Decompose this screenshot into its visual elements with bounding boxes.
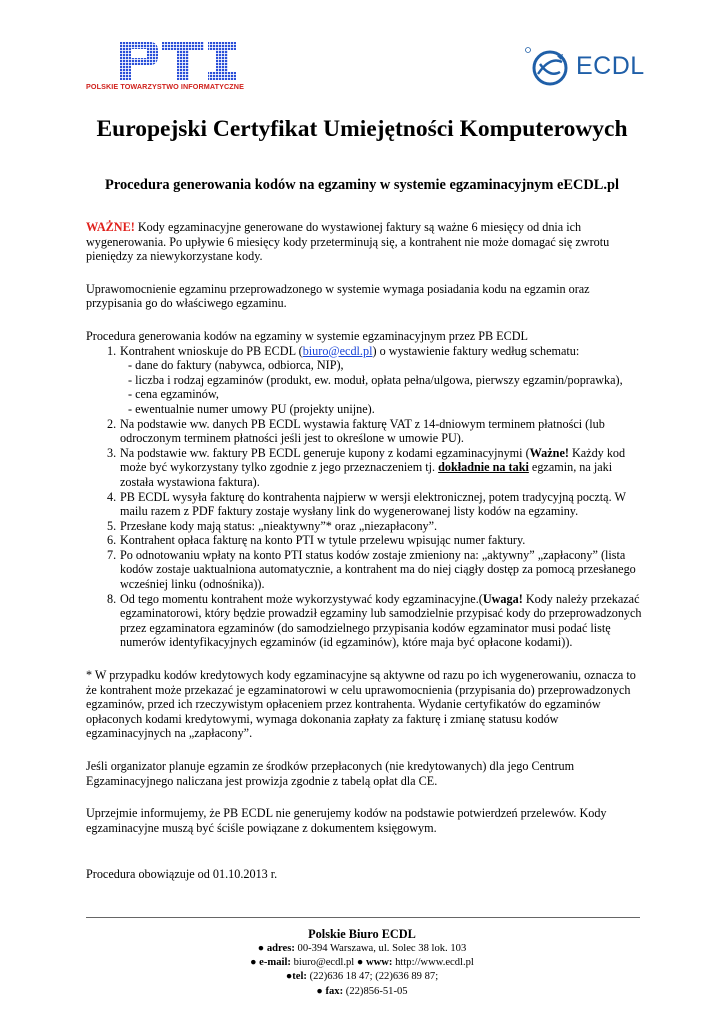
effective-date: Procedura obowiązuje od 01.10.2013 r. xyxy=(86,867,278,882)
footer-address xyxy=(0,942,724,956)
step-3-text-before: Na podstawie ww. faktury PB ECDL generuje kupony z kodami egzaminacyjnymi ( xyxy=(120,445,530,460)
fax-label: fax: xyxy=(325,985,344,997)
step-1-item: - dane do faktury (nabywca, odbiorca, NIP), xyxy=(128,358,344,373)
important-text: Kody egzaminacyjne generowane do wystawionej faktury są ważne 6 miesięcy od dnia ich wygenerowania. Po upływie 6 miesięcy kody przeterminują się, a kontrahent nie może domagać się zwrotu pieniędzy za niewykorzystane kody. xyxy=(86,220,610,264)
procedure-step-3: 3. Na podstawie ww. faktury PB ECDL generuje kupony z kodami egzaminacyjnymi (Ważne! Każdy kod może być wykorzystany tylko zgodnie z jego przeznaczeniem tj. dokładnie na taki egzamin, na jaki została wystawiona faktura). xyxy=(107,445,626,489)
tel-label: tel: xyxy=(292,971,307,983)
email-label: e-mail: xyxy=(259,957,291,969)
bullet-icon: ● xyxy=(250,957,257,969)
footer-divider xyxy=(86,917,640,918)
step-8-text-after: Kody należy przekazać egzaminatorowi, który będzie prowadził egzaminy lub samodzielnie przypisać kody do przeprowadzonych przez egzaminatora egzaminów (do samodzielnego przypisania kodów egzaminator musi podać listę numerów identyfikacyjnych egzaminów (id egzaminów), które maja być opłacone kodami)). xyxy=(120,591,642,650)
ecdl-logo xyxy=(524,44,644,88)
footer-phone xyxy=(0,970,724,984)
pti-organization-name: POLSKIE TOWARZYSTWO INFORMATYCZNE xyxy=(86,82,244,91)
procedure-step-7: 7. Po odnotowaniu wpłaty na konto PTI status kodów zostaje zmieniony na: „aktywny” „zapłacony” (lista kodów zostaje uaktualniona automatycznie, a kontrahent ma do niej ciągły dostęp za pomocą przesłanego wcześniej linku (odnośnika)). xyxy=(107,547,636,592)
bullet-icon: ● xyxy=(285,971,293,983)
step-3-emphasis: dokładnie na taki xyxy=(438,460,529,475)
procedure-step-5: 5. Przesłane kody mają status: „nieaktywny”* oraz „niezapłacony”. xyxy=(107,518,438,533)
procedure-step-4: 4. PB ECDL wysyła fakturę do kontrahenta najpierw w wersji elektronicznej, potem tradycyjną pocztą. W mailu razem z PDF faktury zostaje wysłany link do wygenerowanej listy kodów na egzaminy. xyxy=(107,489,626,519)
overpaid-funds-note: Jeśli organizator planuje egzamin ze środków przepłaconych (nie kredytowanych) dla jego Centrum Egzaminacyjnego naliczana jest prowizja zgodnie z tabelą opłat dla CE. xyxy=(86,759,575,788)
step-3-important: Ważne! xyxy=(529,445,569,460)
ecdl-logo-text: ECDL xyxy=(576,52,645,80)
ecdl-globe-icon xyxy=(524,44,574,88)
procedure-step-1: 1. Kontrahent wnioskuje do PB ECDL (biuro@ecdl.pl) o wystawienie faktury według schematu: - dane do faktury (nabywca, odbiorca, NIP), - liczba i rodzaj egzaminów (produkt, ew. moduł, opłata pełna/ulgowa, pierwszy egzamin/poprawka), - cena egzaminów, - ewentualnie numer umowy PU (projekty unijne). xyxy=(86,344,646,417)
step-3-text-after: egzamin, na jaki została wystawiona faktura). xyxy=(120,460,613,489)
document-body xyxy=(86,220,646,900)
email-value: biuro@ecdl.pl xyxy=(290,957,355,969)
procedure-steps xyxy=(86,344,646,650)
credit-codes-note: * W przypadku kodów kredytowych kody egzaminacyjne są aktywne od razu po ich wygenerowaniu, oznacza to że kontrahent może przekazać je egzaminatorowi w celu uprawomocnienia (przypisania do) przeprowadzonych egzaminów, przed ich rzeczywistym opłaceniem przez kontrahenta. Wydanie certyfikatów do egzaminów opłaconych kodami kredytowymi, wymaga dokonania zapłaty za fakturę i zmianę statusu kodów egzaminacyjnych na „zapłacony”. xyxy=(86,668,636,741)
step-1-item: - ewentualnie numer umowy PU (projekty unijne). xyxy=(128,401,375,416)
procedure-step-8: 8. Od tego momentu kontrahent może wykorzystywać kody egzaminacyjne.(Uwaga! Kody należy przekazać egzaminatorowi, który będzie prowadził egzaminy lub samodzielnie przypisać kody do przeprowadzonych przez egzaminatora egzaminów (do samodzielnego przypisania kodów egzaminator musi podać listę numerów identyfikacyjnych egzaminów (id egzaminów), które maja być opłacone kodami)). xyxy=(107,591,642,650)
step-8-text-before: Od tego momentu kontrahent może wykorzystywać kody egzaminacyjne.( xyxy=(120,591,483,606)
step-1-item: - liczba i rodzaj egzaminów (produkt, ew. moduł, opłata pełna/ulgowa, pierwszy egzamin/poprawka), xyxy=(128,372,623,387)
authorization-paragraph: Uprawomocnienie egzaminu przeprowadzonego w systemie wymaga posiadania kodu na egzamin oraz przypisania go do właściwego egzaminu. xyxy=(86,281,590,311)
important-label: WAŻNE! xyxy=(86,220,135,234)
procedure-intro: Procedura generowania kodów na egzaminy w systemie egzaminacyjnym przez PB ECDL xyxy=(86,328,528,343)
address-value: 00-394 Warszawa, ul. Solec 38 lok. 103 xyxy=(294,943,467,954)
document-subtitle: Procedura generowania kodów na egzaminy w systemie egzaminacyjnym eECDL.pl xyxy=(105,177,619,193)
www-label: www: xyxy=(365,957,393,969)
footer-title: Polskie Biuro ECDL xyxy=(308,927,416,941)
document-title: Europejski Certyfikat Umiejętności Komputerowych xyxy=(96,116,628,142)
footer-contact xyxy=(0,956,724,970)
procedure-section xyxy=(86,329,646,650)
step-6-text: Kontrahent opłaca fakturę na konto PTI w tytule przelewu wpisując numer faktury. xyxy=(120,533,526,548)
address-label: adres: xyxy=(266,943,295,954)
step-8-warning: Uwaga! xyxy=(482,591,523,606)
footer-fax xyxy=(0,985,724,999)
procedure-step-6: 6. Kontrahent opłaca fakturę na konto PTI w tytule przelewu wpisując numer faktury. xyxy=(107,533,526,548)
step-5-text: Przesłane kody mają status: „nieaktywny”* oraz „niezapłacony”. xyxy=(120,518,438,533)
fax-value: (22)856-51-05 xyxy=(343,985,408,997)
step-1-item: - cena egzaminów, xyxy=(128,387,219,402)
procedure-step-2: 2. Na podstawie ww. danych PB ECDL wystawia fakturę VAT z 14-dniowym terminem płatności (lub odroczonym terminem płatności jeśli jest to określone w umowie PU). xyxy=(107,416,605,446)
step-2-text: Na podstawie ww. danych PB ECDL wystawia fakturę VAT z 14-dniowym terminem płatności (lub odroczonym terminem płatności jeśli jest to określone w umowie PU). xyxy=(120,416,605,446)
transfer-confirmation-note: Uprzejmie informujemy, że PB ECDL nie generujemy kodów na podstawie potwierdzeń przelewów. Kody egzaminacyjne muszą być ściśle powiązane z dokumentem księgowym. xyxy=(86,806,607,835)
bullet-icon: ● xyxy=(257,943,265,954)
pti-logo xyxy=(86,42,250,92)
step-3-text-middle: Każdy kod może być wykorzystany tylko zgodnie z jego przeznaczeniem tj. xyxy=(120,445,626,475)
www-value: http://www.ecdl.pl xyxy=(392,957,474,969)
tel-value: (22)636 18 47; (22)636 89 87; xyxy=(306,971,439,983)
step-7-text: Po odnotowaniu wpłaty na konto PTI status kodów zostaje zmieniony na: „aktywny” „zapłacony” (lista kodów zostaje uaktualniona automatycznie, a kontrahent ma do niej ciągły dostęp za pomocą przesłanego wcześniej linku (odnośnika)). xyxy=(120,547,636,592)
important-paragraph xyxy=(86,220,646,264)
pti-letters-graphic xyxy=(120,42,236,80)
footer xyxy=(0,926,724,999)
step-1-text-after: ) o wystawienie faktury według schematu: xyxy=(372,343,580,358)
email-link[interactable]: biuro@ecdl.pl xyxy=(302,343,373,358)
step-1-text-before: Kontrahent wnioskuje do PB ECDL ( xyxy=(120,343,303,358)
bullet-icon: ● xyxy=(356,957,364,969)
step-4-text: PB ECDL wysyła fakturę do kontrahenta najpierw w wersji elektronicznej, potem tradycyjną pocztą. W mailu razem z PDF faktury zostaje wysłany link do wygenerowanej listy kodów na egzaminy. xyxy=(120,489,626,519)
bullet-icon: ● xyxy=(316,985,323,997)
